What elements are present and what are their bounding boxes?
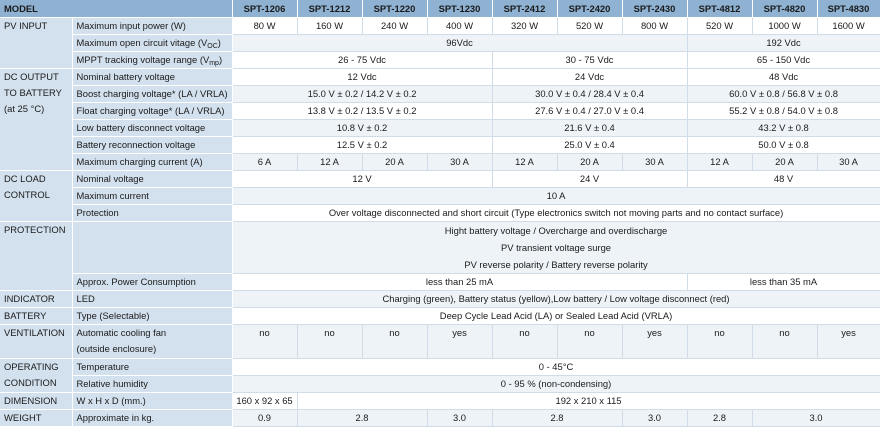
param-label (72, 35, 232, 52)
table-row (0, 325, 880, 359)
category-weight: WEIGHT (0, 410, 72, 427)
table-row (0, 120, 880, 137)
cell-value: 800 W (622, 18, 687, 35)
cell-value: no (557, 325, 622, 359)
cell-value: 12 A (297, 154, 362, 171)
table-row (0, 69, 880, 86)
category-line: TO BATTERY (4, 87, 62, 98)
category-operating (0, 359, 72, 393)
table-row (0, 18, 880, 35)
cell-value: yes (817, 325, 880, 359)
cell-value: 0 - 45°C (232, 359, 880, 376)
table-row (0, 222, 880, 274)
param-label-line: Automatic cooling fan (76, 327, 167, 338)
param-label-sub: mp (209, 60, 219, 67)
param-label: Boost charging voltage* (LA / VRLA) (72, 86, 232, 103)
cell-value: 3.0 (427, 410, 492, 427)
param-label: Nominal voltage (72, 171, 232, 188)
table-row (0, 154, 880, 171)
cell-value: 3.0 (752, 410, 880, 427)
table-row (0, 52, 880, 69)
cell-value: 43.2 V ± 0.8 (687, 120, 880, 137)
table-row (0, 171, 880, 188)
model-col-header: SPT-2430 (622, 0, 687, 18)
category-dimension: DIMENSION (0, 393, 72, 410)
param-label-line: (outside enclosure) (76, 343, 157, 354)
protection-line: Hight battery voltage / Overcharge and overdischarge (444, 225, 668, 236)
cell-value: 1600 W (817, 18, 880, 35)
param-label: Maximum charging current (A) (72, 154, 232, 171)
category-indicator: INDICATOR (0, 291, 72, 308)
param-label-end: ) (217, 37, 221, 48)
cell-value: 21.6 V ± 0.4 (492, 120, 687, 137)
cell-value: 320 W (492, 18, 557, 35)
cell-value: 13.8 V ± 0.2 / 13.5 V ± 0.2 (232, 103, 492, 120)
model-header: MODEL (0, 0, 232, 18)
param-label: LED (72, 291, 232, 308)
table-row (0, 308, 880, 325)
cell-value: 12.5 V ± 0.2 (232, 137, 492, 154)
category-line: DC LOAD (4, 173, 46, 184)
cell-value: less than 35 mA (687, 274, 880, 291)
param-label (72, 222, 232, 274)
cell-value: no (362, 325, 427, 359)
cell-value: no (687, 325, 752, 359)
cell-value: 1000 W (752, 18, 817, 35)
cell-value: Over voltage disconnected and short circuit (Type electronics switch not moving parts and no contact surface) (232, 205, 880, 222)
cell-value: no (492, 325, 557, 359)
cell-value: 160 W (297, 18, 362, 35)
cell-value: 12 V (232, 171, 492, 188)
cell-value: Charging (green), Battery status (yellow),Low battery / Low voltage disconnect (red) (232, 291, 880, 308)
protection-line: PV transient voltage surge (501, 242, 611, 253)
cell-value: 0.9 (232, 410, 297, 427)
param-label: Maximum input power (W) (72, 18, 232, 35)
param-label: Relative humidity (72, 376, 232, 393)
param-label-end: ) (218, 54, 223, 65)
category-dc-load (0, 171, 72, 222)
cell-value: 400 W (427, 18, 492, 35)
cell-value: 24 Vdc (492, 69, 687, 86)
cell-value: 0 - 95 % (non-condensing) (232, 376, 880, 393)
param-label: Float charging voltage* (LA / VRLA) (72, 103, 232, 120)
cell-value: no (752, 325, 817, 359)
cell-value: 65 - 150 Vdc (687, 52, 880, 69)
cell-value: no (297, 325, 362, 359)
cell-value: yes (622, 325, 687, 359)
cell-value: 50.0 V ± 0.8 (687, 137, 880, 154)
cell-value: 12 Vdc (232, 69, 492, 86)
table-row (0, 188, 880, 205)
cell-value: 520 W (687, 18, 752, 35)
param-label: Maximum current (72, 188, 232, 205)
cell-value: 20 A (752, 154, 817, 171)
cell-value: 27.6 V ± 0.4 / 27.0 V ± 0.4 (492, 103, 687, 120)
cell-value: 2.8 (297, 410, 427, 427)
cell-value: 2.8 (492, 410, 622, 427)
table-row (0, 359, 880, 376)
cell-value: 24 V (492, 171, 687, 188)
model-col-header: SPT-2412 (492, 0, 557, 18)
cell-value: 12 A (492, 154, 557, 171)
cell-value: 48 V (687, 171, 880, 188)
cell-value: 520 W (557, 18, 622, 35)
header-row (0, 0, 880, 18)
cell-value: 26 - 75 Vdc (232, 52, 492, 69)
cell-value: 240 W (362, 18, 427, 35)
table-row (0, 35, 880, 52)
table-row (0, 376, 880, 393)
param-label: Low battery disconnect voltage (72, 120, 232, 137)
cell-value (232, 222, 880, 274)
cell-value: 30 A (427, 154, 492, 171)
table-row (0, 274, 880, 291)
cell-value: 60.0 V ± 0.8 / 56.8 V ± 0.8 (687, 86, 880, 103)
param-label: Type (Selectable) (72, 308, 232, 325)
param-label: Nominal battery voltage (72, 69, 232, 86)
cell-value: 80 W (232, 18, 297, 35)
category-pv-input: PV INPUT (0, 18, 72, 69)
cell-value: 20 A (557, 154, 622, 171)
cell-value: 25.0 V ± 0.4 (492, 137, 687, 154)
cell-value: 3.0 (622, 410, 687, 427)
cell-value: Deep Cycle Lead Acid (LA) or Sealed Lead Acid (VRLA) (232, 308, 880, 325)
model-col-header: SPT-1212 (297, 0, 362, 18)
model-col-header: SPT-4820 (752, 0, 817, 18)
cell-value: less than 25 mA (232, 274, 687, 291)
model-col-header: SPT-4830 (817, 0, 880, 18)
model-col-header: SPT-1230 (427, 0, 492, 18)
param-label: Approx. Power Consumption (72, 274, 232, 291)
category-protection: PROTECTION (0, 222, 72, 291)
cell-value: 12 A (687, 154, 752, 171)
cell-value: 30 A (622, 154, 687, 171)
category-line: OPERATING (4, 361, 59, 372)
table-row (0, 137, 880, 154)
param-label: Protection (72, 205, 232, 222)
model-col-header: SPT-1220 (362, 0, 427, 18)
table-row (0, 205, 880, 222)
param-label: Battery reconnection voltage (72, 137, 232, 154)
cell-value: no (232, 325, 297, 359)
category-line: CONTROL (4, 189, 50, 200)
cell-value: 48 Vdc (687, 69, 880, 86)
table-row (0, 291, 880, 308)
cell-value: 10.8 V ± 0.2 (232, 120, 492, 137)
cell-value: 2.8 (687, 410, 752, 427)
cell-value: 55.2 V ± 0.8 / 54.0 V ± 0.8 (687, 103, 880, 120)
table-row (0, 86, 880, 103)
param-label-main: Maximum open circuit vitage (V (76, 37, 208, 48)
cell-value: 10 A (232, 188, 880, 205)
cell-value: 192 x 210 x 115 (297, 393, 880, 410)
cell-value: 30.0 V ± 0.4 / 28.4 V ± 0.4 (492, 86, 687, 103)
category-line: (at 25 °C) (4, 103, 45, 114)
cell-value: 160 x 92 x 65 (232, 393, 297, 410)
model-col-header: SPT-4812 (687, 0, 752, 18)
param-label: Approximate in kg. (72, 410, 232, 427)
cell-value: 30 - 75 Vdc (492, 52, 687, 69)
category-ventilation: VENTILATION (0, 325, 72, 359)
cell-value: 192 Vdc (687, 35, 880, 52)
param-label-main: MPPT tracking voltage range (V (76, 54, 210, 65)
table-row (0, 393, 880, 410)
cell-value: 15.0 V ± 0.2 / 14.2 V ± 0.2 (232, 86, 492, 103)
param-label (72, 52, 232, 69)
cell-value: yes (427, 325, 492, 359)
cell-value: 96Vdc (232, 35, 687, 52)
category-line: CONDITION (4, 377, 57, 388)
model-col-header: SPT-2420 (557, 0, 622, 18)
category-line: DC OUTPUT (4, 71, 59, 82)
cell-value: 6 A (232, 154, 297, 171)
param-label: W x H x D (mm.) (72, 393, 232, 410)
param-label-sub: OC (207, 43, 218, 50)
cell-value: 30 A (817, 154, 880, 171)
cell-value: 20 A (362, 154, 427, 171)
model-col-header: SPT-1206 (232, 0, 297, 18)
param-label (72, 325, 232, 359)
table-row (0, 103, 880, 120)
protection-line: PV reverse polarity / Battery reverse polarity (464, 259, 648, 270)
category-dc-output (0, 69, 72, 171)
category-battery: BATTERY (0, 308, 72, 325)
table-row (0, 410, 880, 427)
param-label: Temperature (72, 359, 232, 376)
